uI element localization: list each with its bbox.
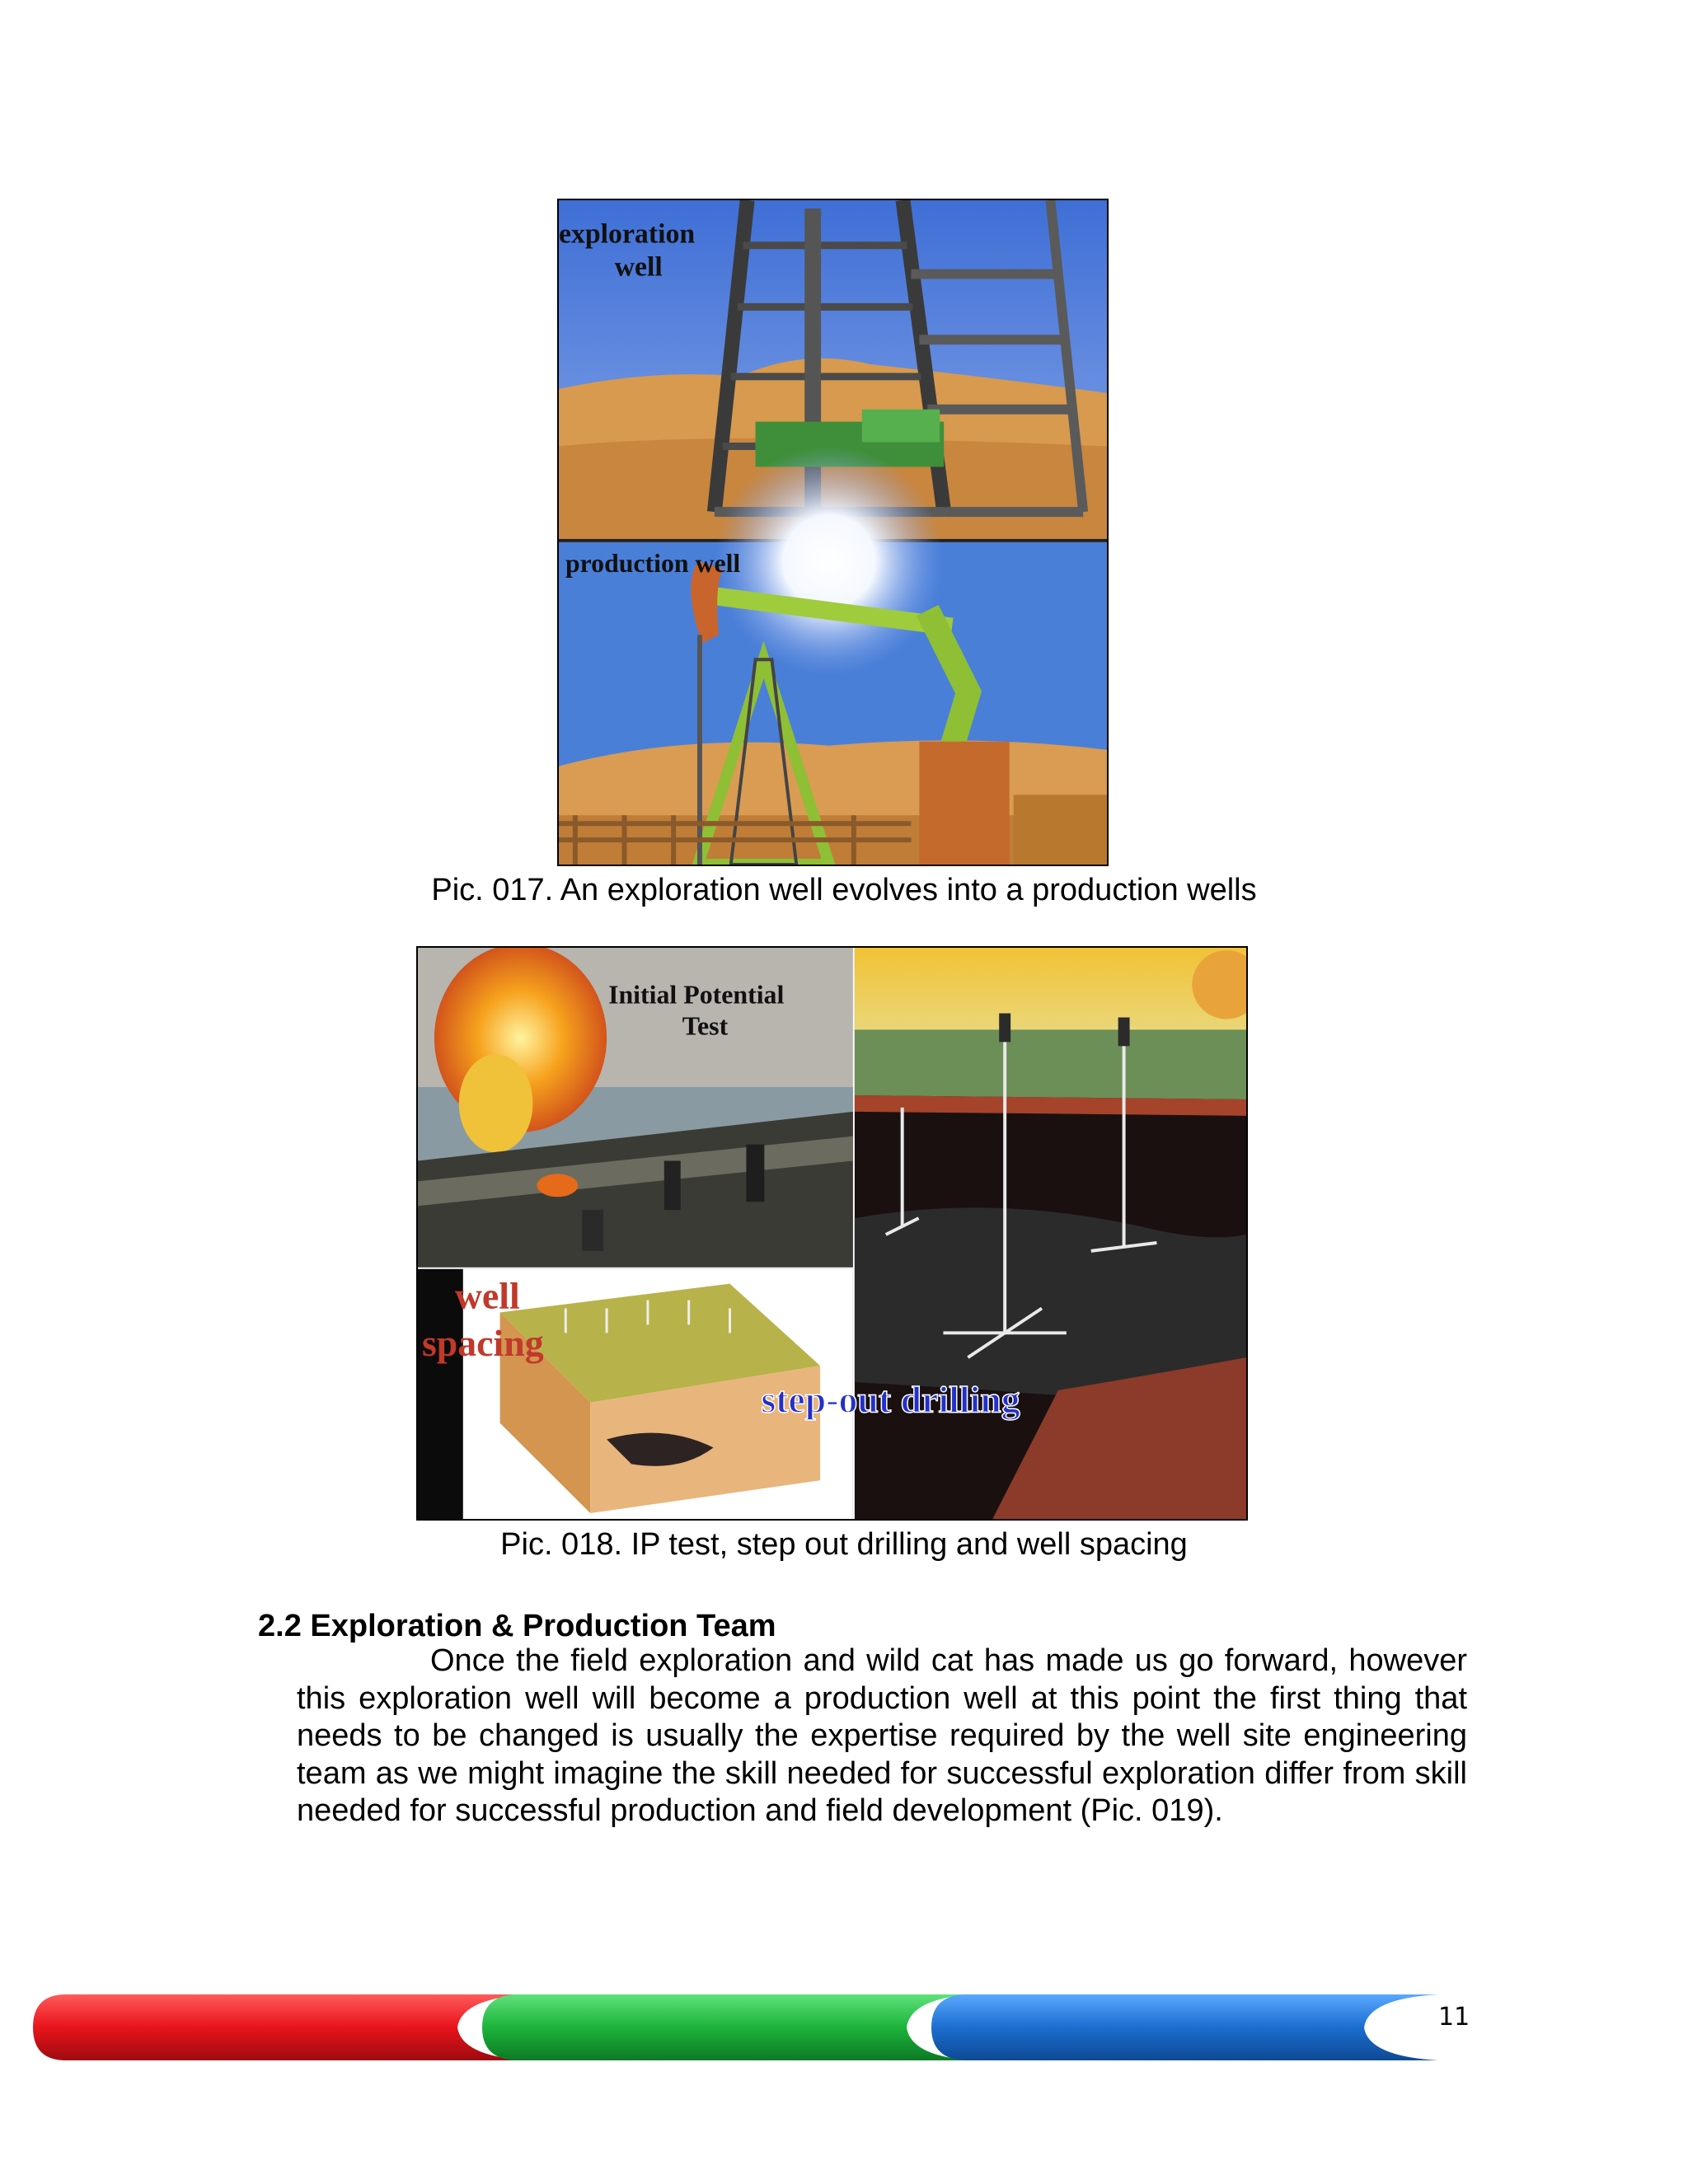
ip-test-label: Initial Potential Test bbox=[608, 980, 785, 1041]
footer-banner bbox=[0, 1986, 1688, 2069]
section-heading: 2.2 Exploration & Production Team bbox=[258, 1609, 776, 1643]
caption-pic-018: Pic. 018. IP test, step out drilling and well spacing bbox=[500, 1527, 1188, 1562]
page-number: 11 bbox=[1438, 2003, 1470, 2032]
footer-blue-bar bbox=[931, 1994, 1438, 2060]
exploration-production-illustration bbox=[559, 200, 1107, 865]
ip-test-stepout-spacing-illustration bbox=[418, 948, 1246, 1519]
production-well-label: production well bbox=[565, 548, 741, 578]
well-spacing-label-line1: well bbox=[454, 1274, 520, 1317]
step-out-drilling-label: step-out drilling bbox=[761, 1378, 1020, 1421]
caption-pic-017: Pic. 017. An exploration well evolves into a production wells bbox=[431, 873, 1257, 907]
figure-pic-017 bbox=[557, 199, 1109, 866]
footer-red-bar bbox=[33, 1994, 528, 2060]
exploration-well-label: exploration well bbox=[559, 218, 696, 283]
footer-color-bars bbox=[0, 1986, 1688, 2069]
section-paragraph: Once the field exploration and wild cat has made us go forward, however this exploration well will become a production well at this point the first thing that needs to be changed is usually the expertise required by the well site engineering team as we might imagine the skill needed for successful exploration differ from skill needed for successful production and field development (Pic. 019). bbox=[297, 1643, 1467, 1828]
figure-pic-018 bbox=[416, 946, 1248, 1521]
well-spacing-label-line2: spacing bbox=[421, 1322, 544, 1365]
footer-green-bar bbox=[482, 1994, 973, 2060]
